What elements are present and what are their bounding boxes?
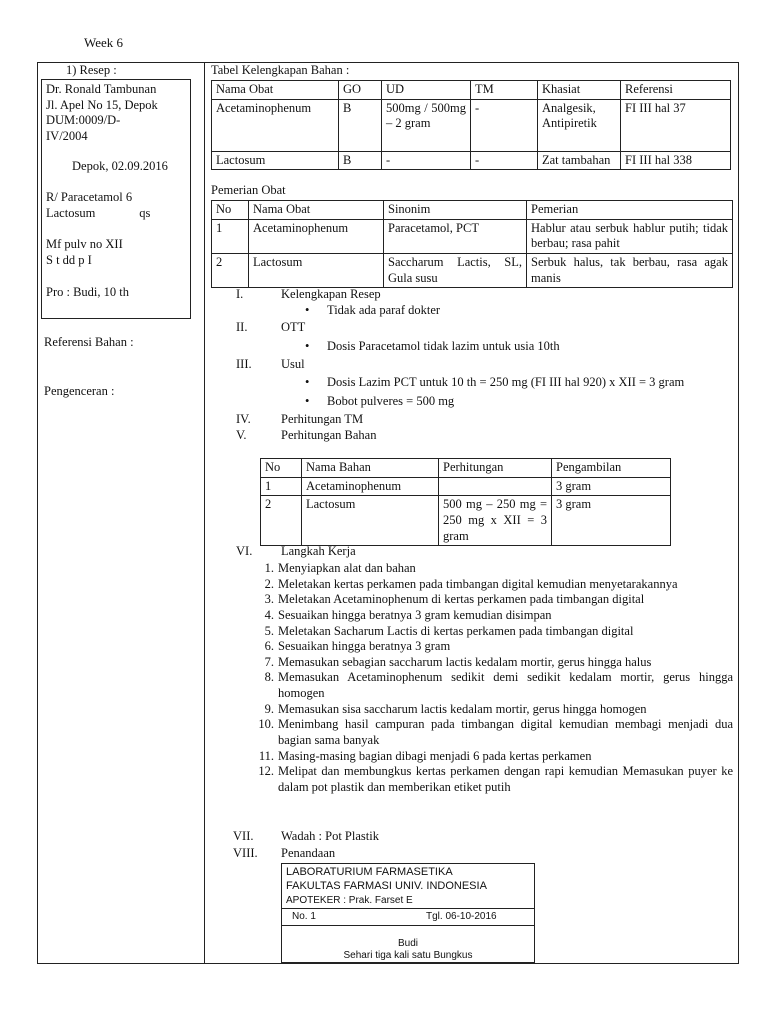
col-nama-obat: Nama Obat	[212, 81, 339, 100]
resep-box	[41, 79, 191, 319]
perhitungan-table	[260, 458, 671, 546]
table-cell: Hablur atau serbuk hablur putih; tidak berbau; rasa pahit	[527, 219, 733, 253]
section-number: VIII.	[233, 846, 258, 860]
list-item-text: Meletakan Sacharum Lactis di kertas perkamen pada timbangan digital	[278, 623, 634, 638]
referensi-bahan-label: Referensi Bahan :	[44, 335, 134, 349]
resep-mf: Mf pulv no XII	[46, 237, 123, 252]
table-cell: 500 mg – 250 mg = 250 mg x XII = 3 gram	[439, 496, 552, 546]
table-cell: B	[339, 99, 382, 151]
etiket-line1: LABORATURIUM FARMASETIKA	[286, 866, 453, 878]
list-item: 11. Masing-masing bagian dibagi menjadi 6 pada kertas perkamen	[258, 748, 592, 763]
col-pengambilan: Pengambilan	[552, 459, 671, 478]
table-cell: Lactosum	[249, 253, 384, 287]
list-item-text: Masing-masing bagian dibagi menjadi 6 pada kertas perkamen	[278, 748, 592, 763]
table-cell: 3 gram	[552, 496, 671, 546]
table-cell: -	[382, 151, 471, 170]
table-cell: Lactosum	[212, 151, 339, 170]
list-item: 4. Sesuaikan hingga beratnya 3 gram kemudian disimpan	[264, 607, 552, 622]
list-item: 5. Meletakan Sacharum Lactis di kertas perkamen pada timbangan digital	[264, 623, 634, 638]
col-tm: TM	[471, 81, 538, 100]
table-cell	[439, 477, 552, 496]
table-cell: Zat tambahan	[538, 151, 621, 170]
etiket-line2: FAKULTAS FARMASI UNIV. INDONESIA	[286, 880, 487, 893]
section-number: IV.	[236, 412, 251, 427]
table-row	[212, 151, 731, 170]
col-no: No	[261, 459, 302, 478]
doctor-dum: DUM:0009/D-	[46, 113, 121, 128]
table-header-row	[212, 201, 733, 220]
list-item-text: Sesuaikan hingga beratnya 3 gram kemudian disimpan	[278, 607, 552, 622]
table-cell: Acetaminophenum	[249, 219, 384, 253]
table-row	[212, 253, 733, 287]
section-title: Kelengkapan Resep	[281, 287, 381, 301]
resep-lactosum: Lactosum	[46, 205, 96, 220]
section-langkah-kerja	[236, 544, 356, 560]
bullet-item: • Dosis Paracetamol tidak lazim untuk usia 10th	[327, 339, 733, 355]
doctor-name: Dr. Ronald Tambunan	[46, 82, 157, 96]
table-cell: 1	[212, 219, 249, 253]
list-item-text: Melipat dan membungkus kertas perkamen dengan rapi kemudian Memasukan puyer ke dalam pot plastik dan memberikan etiket putih	[278, 764, 733, 794]
list-item: 12. Melipat dan membungkus kertas perkamen dengan rapi kemudian Memasukan puyer ke dalam pot plastik dan memberikan etiket putih	[258, 764, 733, 794]
etiket-patient-name: Budi	[397, 937, 418, 949]
section-title: Perhitungan TM	[281, 412, 364, 427]
list-item: 7. Memasukan sebagian saccharum lactis kedalam mortir, gerus hingga halus	[264, 654, 652, 669]
col-referensi: Referensi	[621, 81, 731, 100]
table-cell: 1	[261, 477, 302, 496]
section-number: VII.	[233, 829, 254, 843]
table-header-row	[261, 459, 671, 478]
table-row	[261, 496, 671, 546]
list-item: 3. Meletakan Acetaminophenum di kertas perkamen pada timbangan digital	[264, 592, 645, 607]
resep-date: Depok, 02.09.2016	[72, 158, 168, 173]
table-row	[212, 99, 731, 151]
list-item-text: Memasukan sisa saccharum lactis kedalam mortir, gerus hingga homogen	[278, 701, 647, 716]
kelengkapan-title: Tabel Kelengkapan Bahan :	[211, 63, 350, 77]
table-cell: Saccharum Lactis, SL, Gula susu	[384, 253, 527, 287]
table-cell: Acetaminophenum	[302, 477, 439, 496]
list-item-text: Meletakan Acetaminophenum di kertas perkamen pada timbangan digital	[278, 592, 645, 607]
table-cell: 2	[212, 253, 249, 287]
list-item-text: Memasukan Acetaminophenum sedikit demi sedikit kedalam mortir, gerus hingga homogen	[278, 670, 733, 700]
etiket-tgl: Tgl. 06-10-2016	[426, 910, 497, 922]
col-nama-obat: Nama Obat	[249, 201, 384, 220]
bullet-item: • Tidak ada paraf dokter	[327, 303, 733, 319]
table-cell: 500mg / 500mg – 2 gram	[382, 99, 471, 151]
etiket-label	[281, 863, 535, 963]
section-number: I.	[236, 287, 244, 301]
section-usul	[236, 356, 733, 373]
resep-r-line1: R/ Paracetamol 6	[46, 190, 133, 205]
section-perhitungan-tm	[236, 412, 733, 428]
col-khasiat: Khasiat	[538, 81, 621, 100]
section-ott	[236, 320, 733, 336]
column-divider	[204, 62, 205, 963]
resep-std: S t dd p I	[46, 253, 92, 267]
etiket-usage: Sehari tiga kali satu Bungkus	[343, 950, 473, 962]
doctor-dum-2: IV/2004	[46, 128, 88, 143]
table-cell: Acetaminophenum	[212, 99, 339, 151]
section-title: Perhitungan Bahan	[281, 428, 377, 442]
table-cell: -	[471, 99, 538, 151]
list-item-text: Menyiapkan alat dan bahan	[278, 561, 416, 575]
doctor-address: Jl. Apel No 15, Depok	[46, 97, 158, 112]
table-cell: FI III hal 338	[621, 151, 731, 170]
section-kelengkapan-resep	[236, 287, 733, 303]
list-item-text: Sesuaikan hingga beratnya 3 gram	[278, 639, 451, 654]
pengenceran-label: Pengenceran :	[44, 384, 115, 398]
pemerian-table	[211, 200, 733, 288]
list-item-text: Menimbang hasil campuran pada timbangan digital kemudian membagi menjadi dua bagian sama banyak	[278, 717, 733, 747]
section-penandaan	[233, 846, 336, 862]
section-number: II.	[236, 320, 248, 335]
sections-block	[236, 287, 733, 444]
table-cell: Serbuk halus, tak berbau, rasa agak manis	[527, 253, 733, 287]
resep-pro: Pro : Budi, 10 th	[46, 284, 129, 299]
list-item: 2. Meletakan kertas perkamen pada timbangan digital kemudian menyetarakannya	[264, 576, 678, 591]
list-item: 10. Menimbang hasil campuran pada timbangan digital kemudian membagi menjadi dua bagian sama banyak	[258, 717, 733, 747]
col-no: No	[212, 201, 249, 220]
table-cell: Paracetamol, PCT	[384, 219, 527, 253]
list-item: 1. Menyiapkan alat dan bahan	[264, 561, 416, 575]
kelengkapan-table	[211, 80, 731, 170]
table-cell: 2	[261, 496, 302, 546]
resep-title: 1) Resep :	[66, 63, 117, 77]
table-cell: B	[339, 151, 382, 170]
table-cell: -	[471, 151, 538, 170]
etiket-line3: APOTEKER : Prak. Farset E	[286, 894, 413, 906]
section-title: OTT	[281, 320, 306, 335]
list-item-text: Memasukan sebagian saccharum lactis kedalam mortir, gerus hingga halus	[278, 654, 652, 669]
table-cell: FI III hal 37	[621, 99, 731, 151]
bullet-item: • Bobot pulveres = 500 mg	[327, 394, 733, 410]
resep-r-line2	[46, 206, 186, 222]
col-nama-bahan: Nama Bahan	[302, 459, 439, 478]
list-item: 9. Memasukan sisa saccharum lactis kedalam mortir, gerus hingga homogen	[264, 701, 647, 716]
section-title: Langkah Kerja	[281, 544, 356, 558]
langkah-list	[258, 561, 733, 795]
section-number: VI.	[236, 544, 253, 558]
table-cell: 3 gram	[552, 477, 671, 496]
section-wadah	[233, 829, 379, 845]
list-item: 8. Memasukan Acetaminophenum sedikit demi sedikit kedalam mortir, gerus hingga homogen	[264, 670, 733, 700]
table-cell: Analgesik, Antipiretik	[538, 99, 621, 151]
table-row	[212, 219, 733, 253]
col-go: GO	[339, 81, 382, 100]
etiket-no: No. 1	[292, 910, 316, 922]
table-cell: Lactosum	[302, 496, 439, 546]
col-perhitungan: Perhitungan	[439, 459, 552, 478]
list-item: 6. Sesuaikan hingga beratnya 3 gram	[264, 639, 451, 654]
col-sinonim: Sinonim	[384, 201, 527, 220]
section-title: Wadah : Pot Plastik	[281, 829, 379, 843]
section-number: III.	[236, 356, 252, 371]
col-ud: UD	[382, 81, 471, 100]
table-header-row	[212, 81, 731, 100]
resep-qs: qs	[139, 205, 151, 220]
list-item-text: Meletakan kertas perkamen pada timbangan digital kemudian menyetarakannya	[278, 576, 678, 591]
pemerian-title: Pemerian Obat	[211, 183, 286, 197]
section-perhitungan-bahan	[236, 428, 733, 444]
week-label: Week 6	[84, 35, 124, 50]
bullet-item: • Dosis Lazim PCT untuk 10 th = 250 mg (FI III hal 920) x XII = 3 gram	[327, 375, 733, 391]
section-number: V.	[236, 428, 247, 442]
table-row	[261, 477, 671, 496]
col-pemerian: Pemerian	[527, 201, 733, 220]
section-title: Usul	[281, 356, 305, 371]
section-title: Penandaan	[281, 846, 336, 860]
